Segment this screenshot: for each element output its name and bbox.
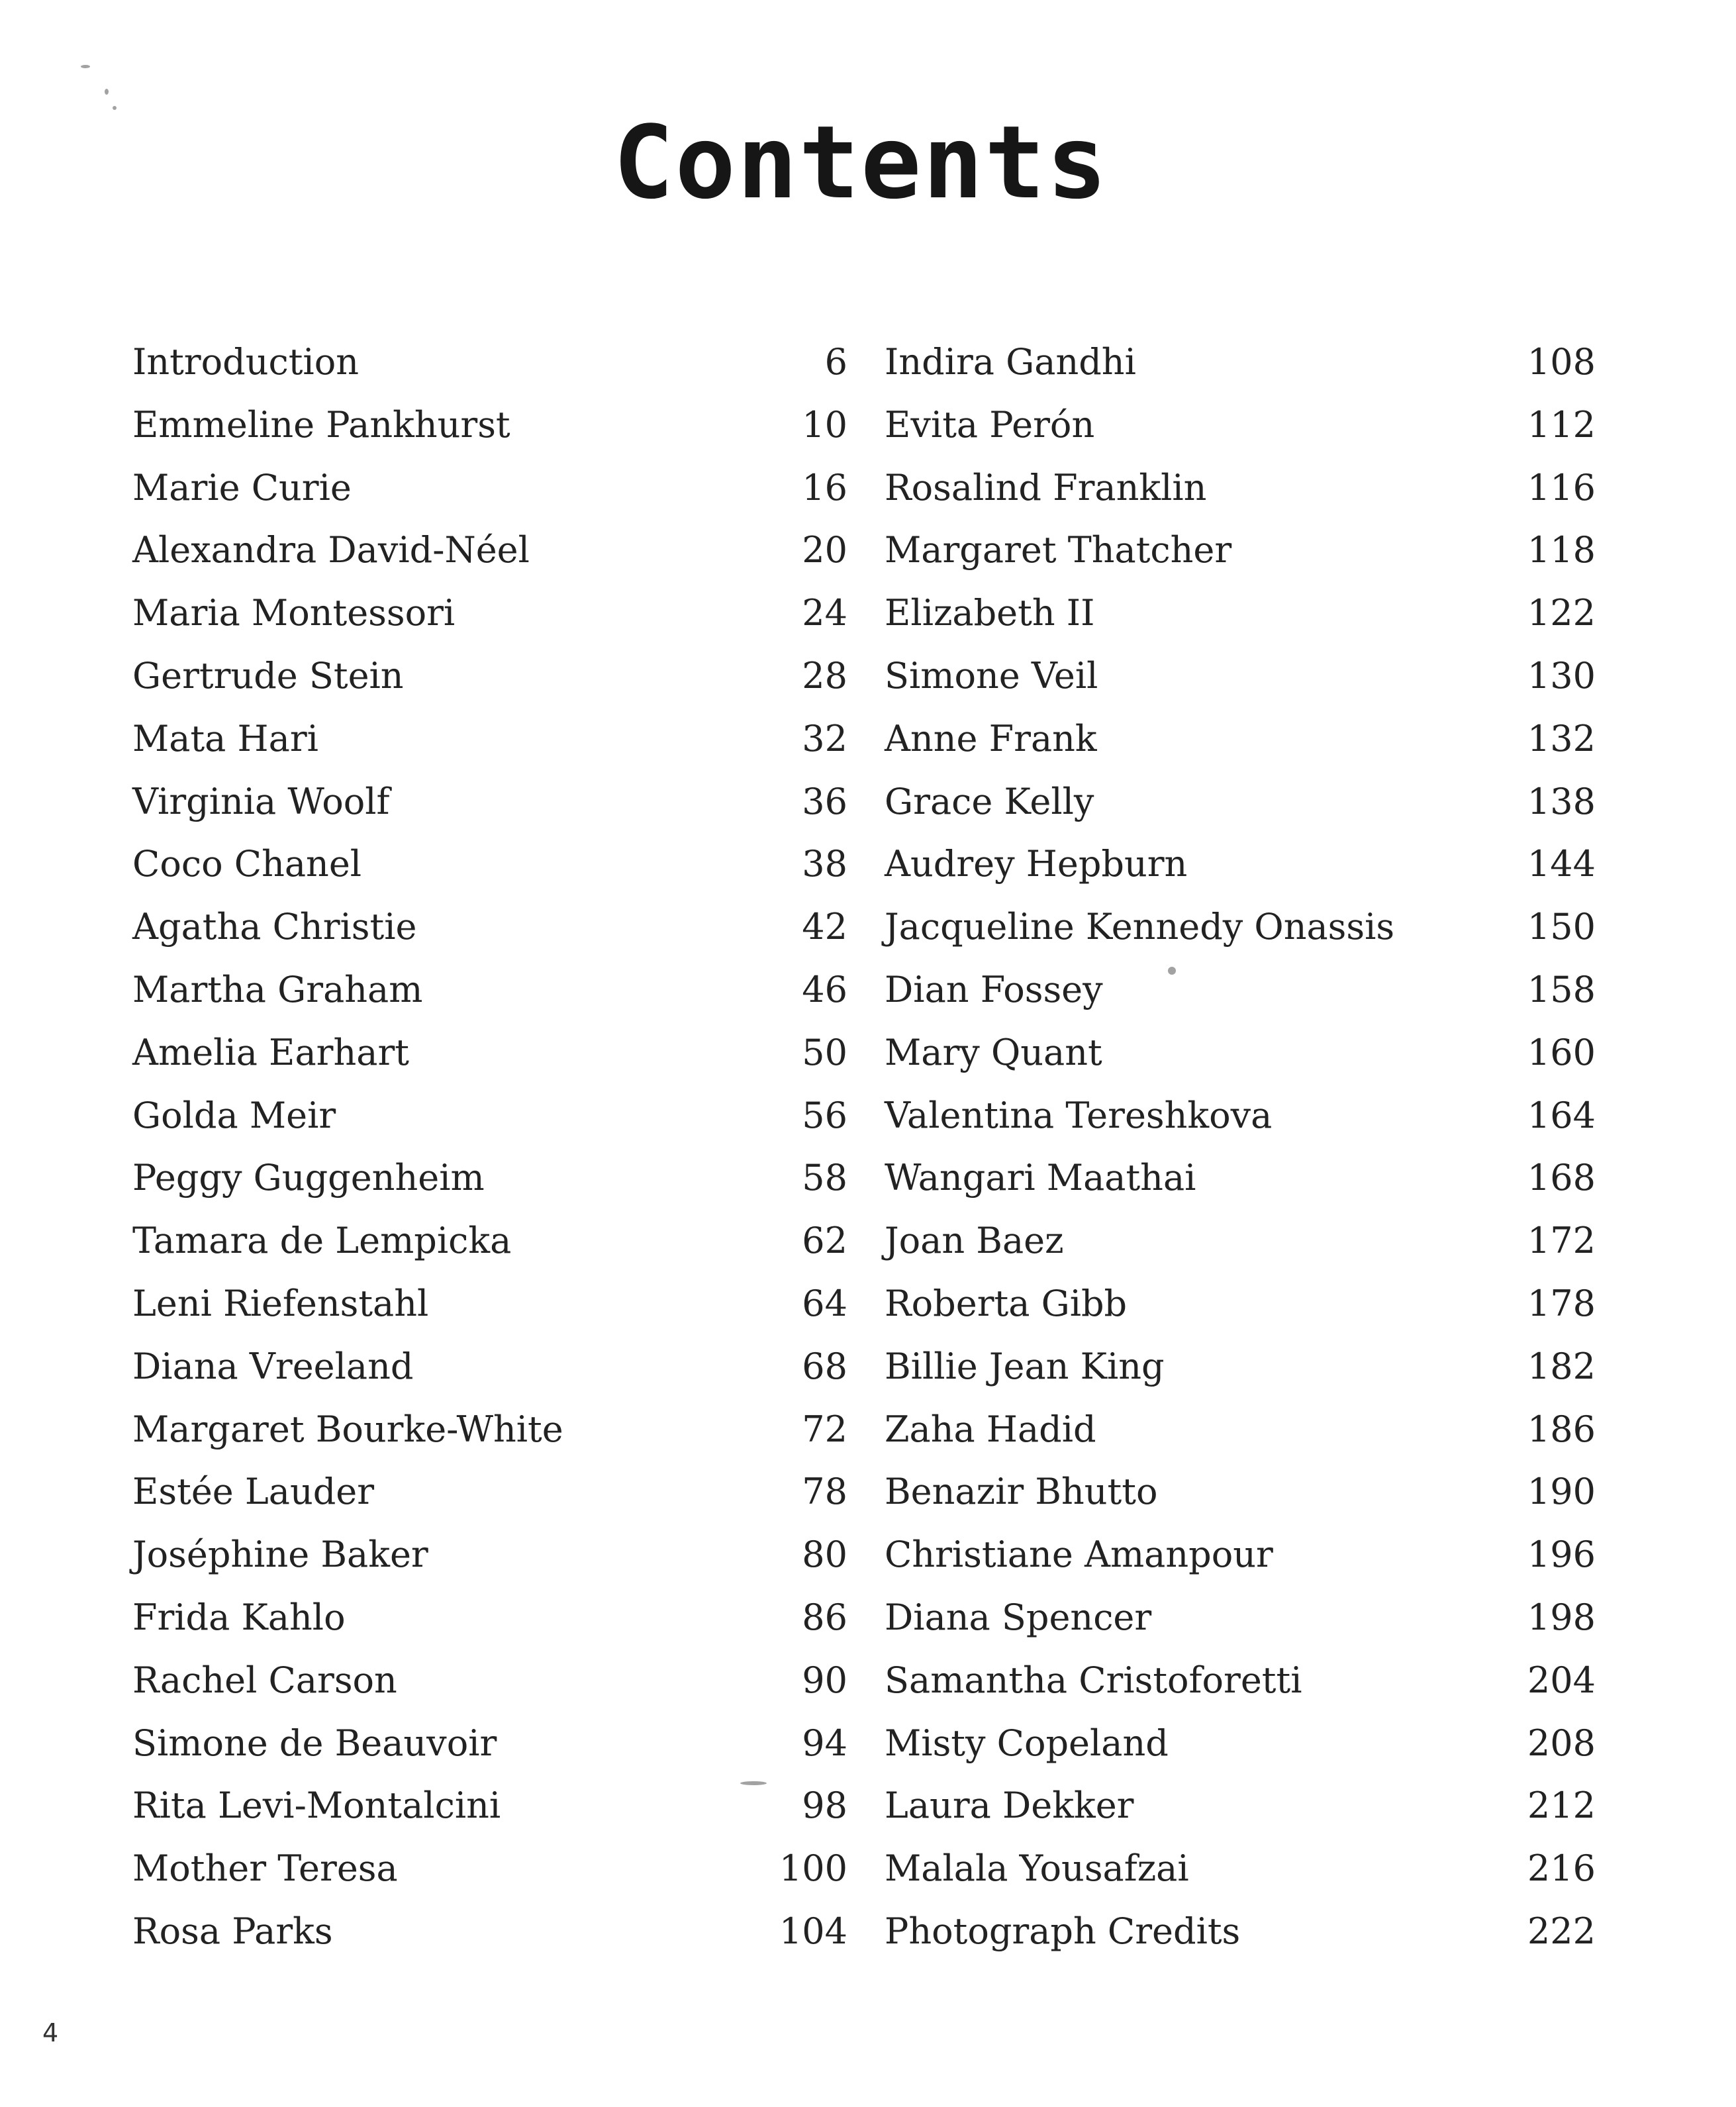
toc-entry: [132, 1022, 847, 1085]
toc-entry-page: 178: [1527, 1282, 1596, 1324]
toc-entry-title: Misty Copeland: [885, 1722, 1169, 1764]
toc-entry-page: 158: [1527, 968, 1596, 1010]
toc-entry-title: Leni Riefenstahl: [132, 1282, 429, 1324]
toc-entry-title: Emmeline Pankhurst: [132, 403, 510, 446]
toc-entry-page: 68: [802, 1345, 847, 1387]
toc-entry: [132, 1775, 847, 1838]
toc-entry-title: Agatha Christie: [132, 906, 417, 948]
toc-entry-page: 50: [802, 1031, 847, 1073]
toc-entry: [885, 771, 1596, 834]
toc-entry-title: Virginia Woolf: [132, 780, 390, 822]
toc-entry: [132, 1587, 847, 1649]
page-title: Contents: [612, 104, 1109, 221]
toc-entry-page: 212: [1527, 1785, 1596, 1827]
toc-entry: [132, 1085, 847, 1148]
toc-entry-title: Valentina Tereshkova: [885, 1094, 1273, 1136]
toc-entry-page: 138: [1527, 780, 1596, 822]
toc-entry-title: Audrey Hepburn: [885, 843, 1188, 885]
toc-entry-title: Evita Perón: [885, 403, 1095, 446]
toc-entry-title: Joan Baez: [885, 1220, 1064, 1262]
toc-entry: [885, 1273, 1596, 1336]
toc-entry: [885, 1587, 1596, 1649]
scan-speck: [105, 89, 109, 95]
toc-entry-page: 10: [802, 403, 847, 446]
toc-entry-title: Wangari Maathai: [885, 1157, 1196, 1199]
toc-entry: [885, 1022, 1596, 1085]
toc-entry: [132, 833, 847, 896]
toc-entry-title: Grace Kelly: [885, 780, 1094, 822]
scan-speck: [113, 106, 117, 110]
toc-entry: [885, 519, 1596, 582]
toc-entry: [132, 582, 847, 645]
toc-entry-page: 222: [1527, 1910, 1596, 1952]
toc-entry-title: Mary Quant: [885, 1031, 1102, 1073]
toc-entry-title: Elizabeth II: [885, 592, 1095, 634]
toc-entry-page: 190: [1527, 1471, 1596, 1513]
toc-entry-page: 130: [1527, 654, 1596, 697]
toc-entry-title: Coco Chanel: [132, 843, 362, 885]
toc-entry-page: 122: [1527, 592, 1596, 634]
toc-entry-page: 100: [779, 1847, 847, 1890]
toc-entry-title: Christiane Amanpour: [885, 1534, 1273, 1576]
toc-entry-page: 98: [802, 1785, 847, 1827]
toc-entry-page: 186: [1527, 1408, 1596, 1450]
toc-entry-page: 56: [802, 1094, 847, 1136]
toc-entry: [885, 1649, 1596, 1712]
toc-entry-title: Malala Yousafzai: [885, 1847, 1189, 1890]
toc-entry-title: Simone de Beauvoir: [132, 1722, 497, 1764]
toc-entry: [885, 1085, 1596, 1148]
toc-entry-title: Mata Hari: [132, 717, 318, 760]
toc-entry-title: Maria Montessori: [132, 592, 456, 634]
toc-entry: [132, 331, 847, 394]
toc-entry-title: Indira Gandhi: [885, 341, 1136, 383]
toc-entry: [885, 1461, 1596, 1524]
toc-entry-title: Billie Jean King: [885, 1345, 1165, 1387]
toc-entry-page: 204: [1527, 1659, 1596, 1701]
toc-entry-title: Alexandra David-Néel: [132, 529, 530, 571]
toc-entry: [132, 1147, 847, 1210]
toc-entry-title: Rita Levi-Montalcini: [132, 1785, 501, 1827]
toc-entry-page: 32: [802, 717, 847, 760]
toc-entry-page: 28: [802, 654, 847, 697]
toc-entry-title: Introduction: [132, 341, 359, 383]
toc-entry-title: Simone Veil: [885, 654, 1098, 697]
toc-entry: [132, 519, 847, 582]
toc-entry-page: 38: [802, 843, 847, 885]
scan-speck: [1168, 967, 1176, 975]
toc-entry-page: 160: [1527, 1031, 1596, 1073]
toc-entry: [885, 394, 1596, 457]
toc-entry-title: Benazir Bhutto: [885, 1471, 1158, 1513]
toc-entry-title: Joséphine Baker: [132, 1534, 428, 1576]
toc-entry-page: 80: [802, 1534, 847, 1576]
toc-entry-page: 64: [802, 1282, 847, 1324]
toc-entry: [132, 771, 847, 834]
toc-entry-title: Jacqueline Kennedy Onassis: [885, 906, 1395, 948]
toc-entry-page: 24: [802, 592, 847, 634]
toc-left-column: [132, 331, 847, 1963]
toc-entry: [132, 1336, 847, 1398]
toc-entry-page: 132: [1527, 717, 1596, 760]
toc-entry: [885, 1210, 1596, 1273]
toc-entry: [132, 1712, 847, 1775]
toc-entry-page: 78: [802, 1471, 847, 1513]
toc-entry-page: 42: [802, 906, 847, 948]
toc-entry-title: Mother Teresa: [132, 1847, 398, 1890]
toc-entry: [132, 896, 847, 959]
toc-entry-page: 168: [1527, 1157, 1596, 1199]
toc-entry-title: Anne Frank: [885, 717, 1097, 760]
toc-entry-title: Rosalind Franklin: [885, 466, 1207, 509]
toc-entry: [885, 708, 1596, 771]
toc-entry: [885, 331, 1596, 394]
toc-entry: [132, 1649, 847, 1712]
toc-entry-page: 58: [802, 1157, 847, 1199]
toc-entry-title: Margaret Thatcher: [885, 529, 1232, 571]
toc-entry-title: Estée Lauder: [132, 1471, 375, 1513]
toc-entry-title: Golda Meir: [132, 1094, 336, 1136]
toc-entry: [132, 1900, 847, 1963]
toc-entry: [132, 1524, 847, 1587]
toc-entry-page: 86: [802, 1596, 847, 1638]
scan-speck: [81, 65, 90, 68]
toc-entry: [132, 1210, 847, 1273]
toc-entry: [885, 645, 1596, 708]
toc-entry: [132, 457, 847, 520]
toc-entry-title: Frida Kahlo: [132, 1596, 346, 1638]
toc-entry: [132, 1461, 847, 1524]
toc-entry: [885, 1147, 1596, 1210]
toc-entry-page: 164: [1527, 1094, 1596, 1136]
toc-entry-page: 90: [802, 1659, 847, 1701]
toc-entry-page: 20: [802, 529, 847, 571]
toc-entry-title: Zaha Hadid: [885, 1408, 1096, 1450]
toc-entry: [885, 1524, 1596, 1587]
toc-entry-page: 72: [802, 1408, 847, 1450]
page-number: 4: [42, 2018, 59, 2047]
toc-entry-title: Marie Curie: [132, 466, 352, 509]
toc-entry-page: 108: [1527, 341, 1596, 383]
toc-entry-title: Dian Fossey: [885, 968, 1103, 1010]
toc-entry: [132, 959, 847, 1022]
toc-entry-title: Diana Vreeland: [132, 1345, 414, 1387]
toc-entry: [885, 1398, 1596, 1461]
toc-entry-page: 150: [1527, 906, 1596, 948]
toc-entry-title: Peggy Guggenheim: [132, 1157, 485, 1199]
toc-entry: [885, 1838, 1596, 1900]
toc-entry-page: 6: [824, 341, 847, 383]
toc-entry-page: 116: [1527, 466, 1596, 509]
toc-entry: [885, 1712, 1596, 1775]
toc-entry-page: 36: [802, 780, 847, 822]
toc-entry: [132, 394, 847, 457]
toc-entry-page: 182: [1527, 1345, 1596, 1387]
toc-entry: [132, 645, 847, 708]
toc-entry-page: 46: [802, 968, 847, 1010]
toc-entry-page: 172: [1527, 1220, 1596, 1262]
toc-right-column: [885, 331, 1596, 1963]
scan-speck: [740, 1781, 767, 1785]
toc-entry: [132, 1398, 847, 1461]
toc-entry: [885, 1900, 1596, 1963]
toc-entry-page: 208: [1527, 1722, 1596, 1764]
toc-entry-title: Martha Graham: [132, 968, 423, 1010]
toc-entry-page: 112: [1527, 403, 1596, 446]
toc-entry-title: Laura Dekker: [885, 1785, 1134, 1827]
toc-entry: [885, 1336, 1596, 1398]
toc-entry-title: Rosa Parks: [132, 1910, 333, 1952]
toc-entry-page: 104: [779, 1910, 847, 1952]
toc-entry-title: Margaret Bourke-White: [132, 1408, 563, 1450]
toc-entry: [885, 457, 1596, 520]
toc-entry-page: 196: [1527, 1534, 1596, 1576]
toc-entry-title: Tamara de Lempicka: [132, 1220, 512, 1262]
toc-entry-page: 62: [802, 1220, 847, 1262]
toc-entry: [885, 959, 1596, 1022]
toc-entry-title: Gertrude Stein: [132, 654, 404, 697]
toc-entry-page: 16: [802, 466, 847, 509]
toc-entry: [885, 582, 1596, 645]
toc-entry-title: Amelia Earhart: [132, 1031, 409, 1073]
toc-entry-title: Roberta Gibb: [885, 1282, 1128, 1324]
toc-entry: [132, 1838, 847, 1900]
toc-entry: [885, 896, 1596, 959]
toc-entry-page: 216: [1527, 1847, 1596, 1890]
toc-entry-page: 94: [802, 1722, 847, 1764]
toc-entry-page: 118: [1527, 529, 1596, 571]
toc-entry-title: Diana Spencer: [885, 1596, 1152, 1638]
toc-entry-page: 144: [1527, 843, 1596, 885]
toc-entry: [132, 1273, 847, 1336]
toc-entry: [132, 708, 847, 771]
toc-entry-title: Photograph Credits: [885, 1910, 1241, 1952]
toc-entry-title: Rachel Carson: [132, 1659, 397, 1701]
toc-entry: [885, 1775, 1596, 1838]
toc-entry: [885, 833, 1596, 896]
toc-entry-page: 198: [1527, 1596, 1596, 1638]
toc-entry-title: Samantha Cristoforetti: [885, 1659, 1302, 1701]
